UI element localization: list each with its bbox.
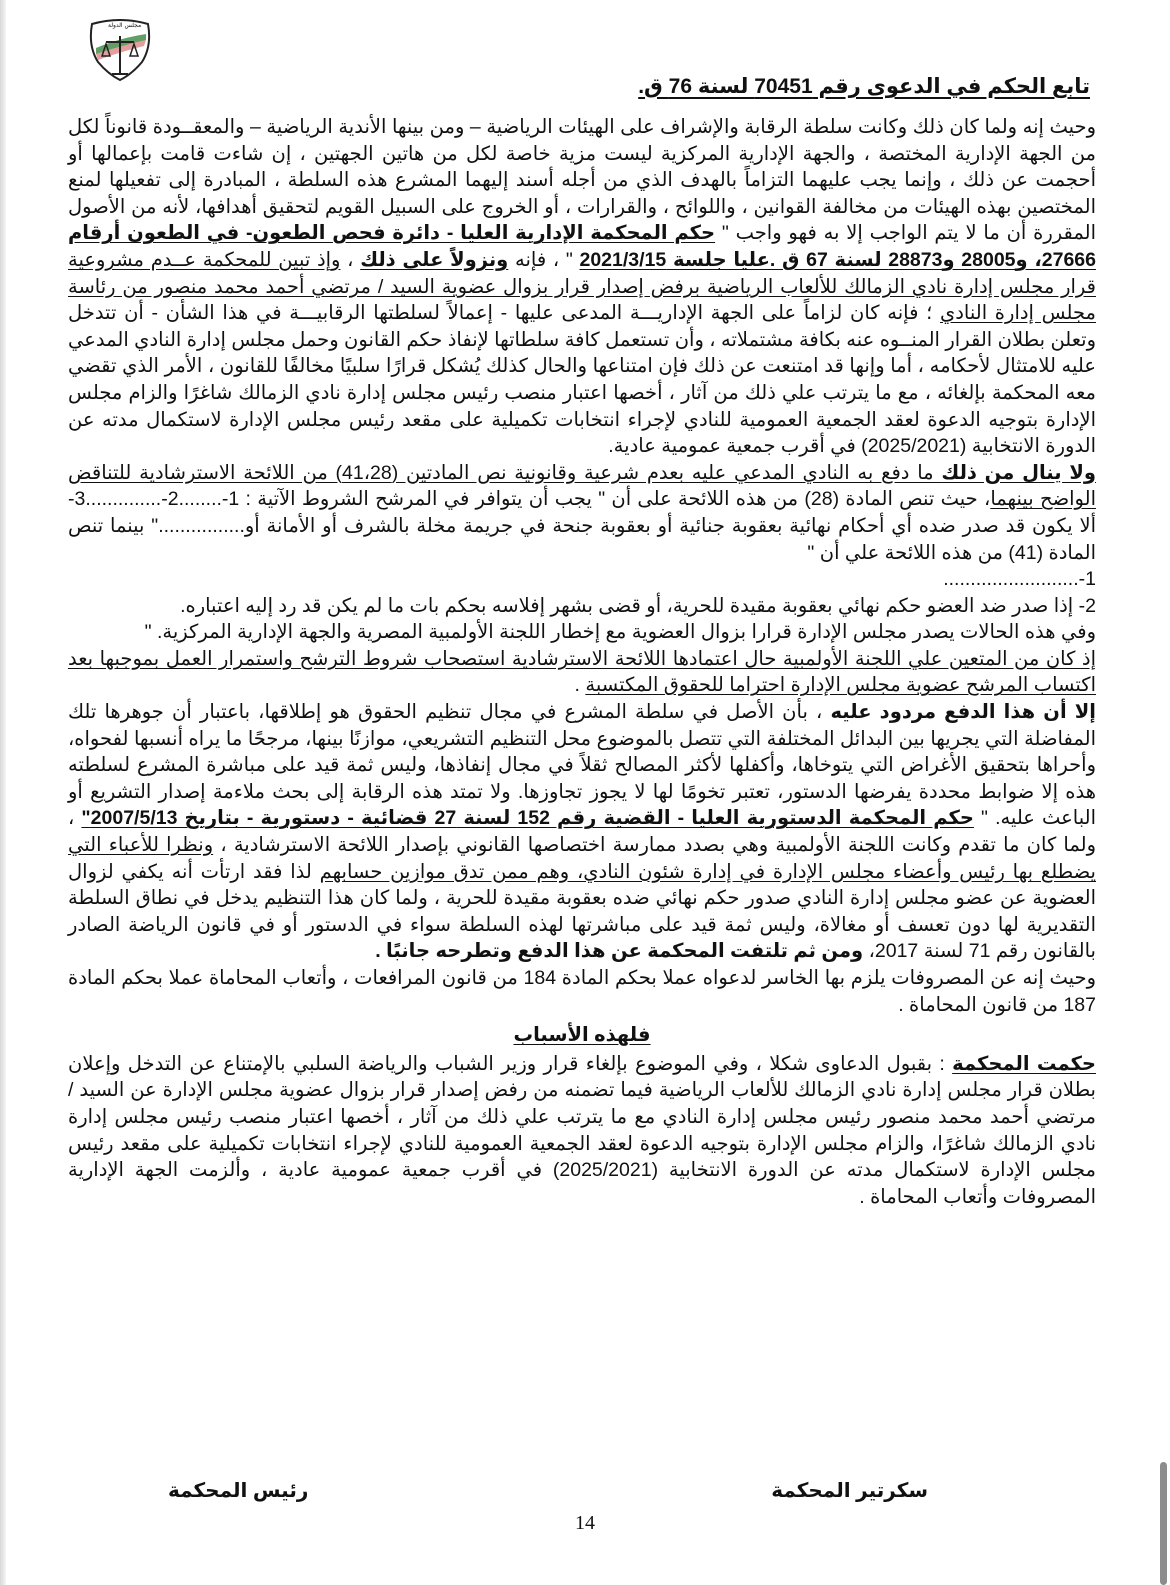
scrollbar[interactable] (1156, 0, 1170, 1585)
paragraph-supervision-authority: وحيث إنه ولما كان ذلك وكانت سلطة الرقابة والإشراف على الهيئات الرياضية – ومن بينها الأندية الرياضية – والمعقــودة قانوناً لكل من الجهة الإدارية المختصة ، والجهة الإدارية المركزية ليست مزية خاصة لكل من هاتين الجهتين ، إن شاءت قامت بإعمالها أو أحجمت عن ذلك ، وإنما يجب عليهما التزاماً بالهدف الذي من أجله أسند إليهما المشرع هذه السلطة ، المبادرة إلى تفعيلها لمنع المختصين بهذه الهيئات من مخالفة القوانين ، واللوائح ، والقرارات ، أو الخروج على السبيل القويم لتحقيق أهدافها، لأنه من الأصول المقررة أن ما لا يتم الواجب إلا به فهو واجب " حكم المحكمة الإدارية العليا - دائرة فحص الطعون- في الطعون أرقام 27666، و28005 و28873 لسنة 67 ق .عليا جلسة 2021/3/15 " ، فإنه ونزولاً على ذلك ، وإذ تبين للمحكمة عــدم مشروعية قرار مجلس إدارة نادي الزمالك للألعاب الرياضية برفض إصدار قرار بزوال عضوية السيد / مرتضي أحمد محمد منصور من رئاسة مجلس إدارة النادي ؛ فإنه كان لزاماً على الجهة الإداريـــة المدعى عليها - إعمالاً لسلطتها الرقابيـــة في هذا الشأن - أن تتدخل وتعلن بطلان القرار المنــوه عنه بكافة مشتملاته ، وأن تستعمل كافة سلطاتها لإنفاذ حكم القانون وحمل مجلس إدارة النادي المدعي عليه للامتثال لأحكامه ، أما وإنها قد امتنعت عن ذلك فإن امتناعها والحال كذلك يُشكل قرارًا سلبيًا مخالفًا للقانون ، الأمر الذي تقضي معه المحكمة بإلغائه ، مع ما يترتب علي ذلك من آثار ، أخصها اعتبار منصب رئيس مجلس إدارة نادي الزمالك شاغرًا والزام مجلس الإدارة بتوجيه الدعوة لعقد الجمعية العمومية للنادي لإجراء انتخابات تكميلية على مقعد رئيس مجلس الإدارة لاستكمال مدته عن الدورة الانتخابية (2025/2021) في أقرب جمعية عمومية عادية. (68, 116, 1097, 458)
paragraph-cases: وفي هذه الحالات يصدر مجلس الإدارة قرارا بزوال العضوية مع إخطار اللجنة الأولمبية المصرية والجهة الإدارية المركزية. " (144, 621, 1096, 644)
lead-phrase: ونزولاً على ذلك (360, 248, 509, 271)
paragraph-club-objection: ولا ينال من ذلك ما دفع به النادي المدعي عليه بعدم شرعية وقانونية نص المادتين (41،28) من اللائحة الاسترشادية للتناقض الواضح بينهما، حيث تنص المادة (28) من هذه اللائحة على أن " يجب أن يتوافر في المرشح الشروط الآتية : 1-........2-..............3- ألا يكون قد صدر ضده أي أحكام نهائية بعقوبة جنائية أو بعقوبة جنحة في جريمة مخلة بالشرف أو الأمانة أو................" بينما تنص المادة (41) من هذه اللائحة علي أن " (68, 461, 1097, 564)
article-41-item-2: 2- إذا صدر ضد العضو حكم نهائي بعقوبة مقيدة للحرية، أو قضى بشهر إفلاسه بحكم بات ما لم يكن قد رد إليه اعتباره. (180, 594, 1096, 617)
logo-caption: مجلس الدولة (108, 22, 142, 29)
judgment-body (68, 114, 1096, 1210)
citation-supreme-admin-court: حكم المحكمة الإدارية العليا - دائرة فحص الطعون- في الطعون أرقام 27666، و28005 و28873 لسنة 67 ق .عليا جلسة 2021/3/15 (68, 222, 1096, 271)
article-41-item-1: 1-......................... (943, 568, 1096, 591)
page-number: 14 (575, 1512, 595, 1534)
underlined-finding: ونظرا للأعباء التي يضطلع بها رئيس وأعضاء مجلس الإدارة في إدارة شئون النادي، وهم ممن تدق موازين حسابهم (68, 834, 1096, 883)
signature-secretary: سكرتير المحكمة (771, 1480, 928, 1502)
court-logo (82, 18, 158, 82)
page-edge (0, 0, 6, 1585)
paragraph-costs: وحيث إنه عن المصروفات يلزم بها الخاسر لدعواه عملا بحكم المادة 184 من قانون المرافعات ، وأتعاب المحاماة عملا بحكم المادة 187 من قانون المحاماة . (68, 967, 1097, 1016)
lead-phrase: إلا أن هذا الدفع مردود عليه (830, 701, 1096, 724)
paragraph-rebuttal: إلا أن هذا الدفع مردود عليه ، بأن الأصل في سلطة المشرع في مجال تنظيم الحقوق هو إطلاقها، باعتبار أن جوهرها تلك المفاضلة التي يجريها بين البدائل المختلفة التي تتصل بالموضوع محل التنظيم التشريعي، موازنًا بينها، مرجحًا ما يراه أنسبها لفحواه، وأحراها بتحقيق الأغراض التي يتوخاها، وأكفلها لأكثر المصالح ثقلاً في مجال إنفاذها، وليس ثمة قيد على مباشرة المشرع لسلطته هذه إلا ضوابط محددة يفرضها الدستور، تعتبر تخومًا لها لا يجوز تجاوزها. ولا تمتد هذه الرقابة إلى بحث ملاءمة إصدار التشريع أو الباعث عليه. " حكم المحكمة الدستورية العليا - القضية رقم 152 لسنة 27 قضائية - دستورية - بتاريخ 2007/5/13" ، ولما كان ما تقدم وكانت اللجنة الأولمبية وهي بصدد ممارسة اختصاصها القانوني بإصدار اللائحة الاسترشادية ، ونظرا للأعباء التي يضطلع بها رئيس وأعضاء مجلس الإدارة في إدارة شئون النادي، وهم ممن تدق موازين حسابهم لذا فقد ارتأت أنه يكفي لزوال العضوية عن عضو مجلس إدارة النادي صدور حكم نهائي ضده بعقوبة مقيدة للحرية ، ولما كان هذا التنظيم يدخل في نطاق السلطة التقديرية لها دون تعسف أو مغالاة، وليس ثمة قيد على مباشرتها لهذه السلطة سواء في الدستور أو في قانون الرياضة الصادر بالقانون رقم 71 لسنة 2017، ومن ثم تلتفت المحكمة عن هذا الدفع وتطرحه جانبًا . (68, 701, 1096, 963)
conclusion-phrase: ومن ثم تلتفت المحكمة عن هذا الدفع وتطرحه جانبًا . (375, 940, 864, 963)
lead-phrase: ولا ينال من ذلك (941, 461, 1097, 484)
citation-supreme-constitutional-court: حكم المحكمة الدستورية العليا - القضية رقم 152 لسنة 27 قضائية - دستورية - بتاريخ 2007/5/13" (81, 807, 974, 830)
scrollbar-thumb[interactable] (1160, 1462, 1167, 1585)
underlined-finding: وإذ تبين للمحكمة عــدم مشروعية قرار مجلس إدارة نادي الزمالك للألعاب الرياضية برفض إصدار قرار بزوال عضوية السيد / مرتضي أحمد محمد منصور من رئاسة مجلس إدارة النادي (68, 248, 1097, 325)
signature-block (0, 1478, 1170, 1508)
reasons-title: فلهذه الأسباب (513, 1024, 651, 1047)
paragraph-ruling: حكمت المحكمة : بقبول الدعاوى شكلا ، وفي الموضوع بإلغاء قرار وزير الشباب والرياضة السلبي بالإمتناع عن التدخل وإعلان بطلان قرار مجلس إدارة نادي الزمالك للألعاب الرياضية فيما تضمنه من رفض إصدار قرار بزوال عضوية مجلس الإدارة عن السيد / مرتضي أحمد محمد منصور رئيس مجلس إدارة النادي مع ما يترتب علي ذلك من آثار ، أخصها اعتبار منصب رئيس مجلس إدارة نادي الزمالك شاغرًا، والزام مجلس الإدارة بتوجيه الدعوة لعقد الجمعية العمومية للنادي لإجراء انتخابات تكميلية على مقعد رئيس مجلس الإدارة لاستكمال مدته عن الدورة الانتخابية (2025/2021) في أقرب جمعية عمومية عادية ، وألزمت الجهة الإدارية المصروفات وأتعاب المحاماة . (68, 1052, 1096, 1208)
signature-president: رئيس المحكمة (168, 1480, 309, 1502)
paragraph-olympic-committee: إذ كان من المتعين علي اللجنة الأولمبية حال اعتمادها اللائحة الاسترشادية استصحاب شروط الترشح واستمرار العمل بموجبها بعد اكتساب المرشح عضوية مجلس الإدارة احتراما للحقوق المكتسبة . (68, 647, 1096, 697)
ruling-label: حكمت المحكمة (952, 1052, 1096, 1075)
document-heading: تابع الحكم في الدعوى رقم 70451 لسنة 76 ق. (638, 75, 1090, 98)
